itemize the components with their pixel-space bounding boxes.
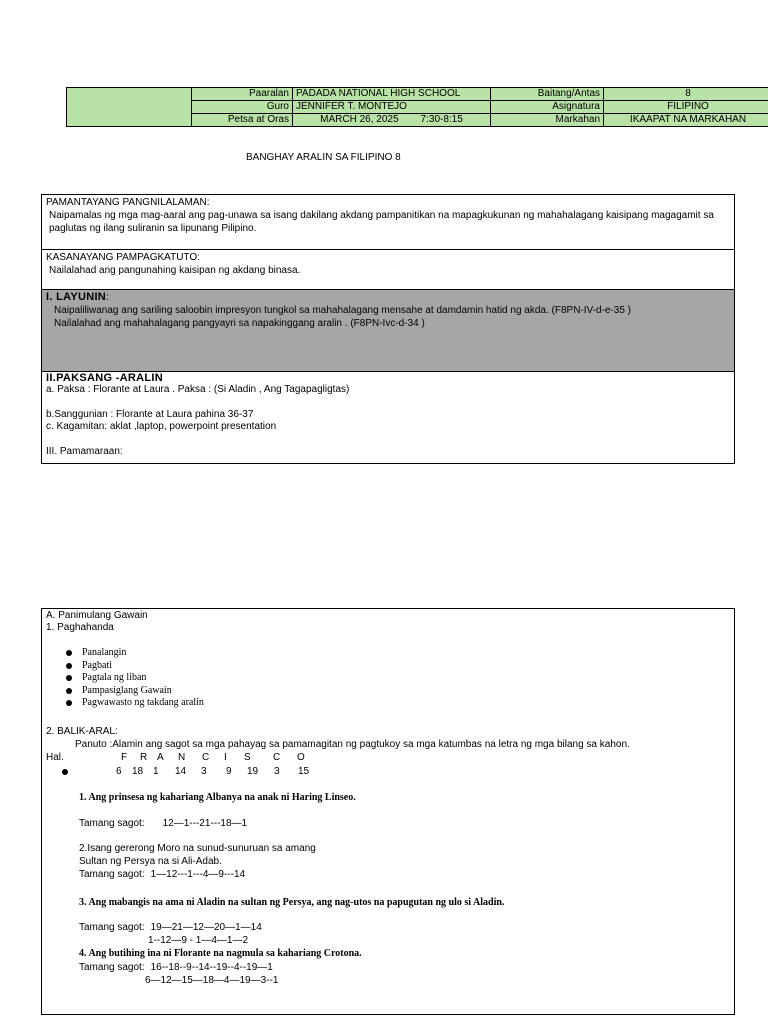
- petsa-label: Petsa at Oras: [192, 114, 293, 127]
- layunin-section: [42, 290, 734, 372]
- balik-aral-heading: 2. BALIK-ARAL:: [46, 726, 118, 737]
- markahan-value: IKAAPAT NA MARKAHAN: [604, 114, 768, 127]
- answer-4-line-2: 6—12—15—18—4—19—3--1: [145, 975, 279, 986]
- layunin-colon: :: [106, 292, 109, 303]
- cipher-number: 14: [175, 766, 187, 777]
- panuto-text: Panuto :Alamin ang sagot sa mga pahayag sa pamamagitan ng pagtukoy sa mga katumbas na letra ng mga bilang sa kahon.: [75, 739, 630, 750]
- question-2-line-2: Sultan ng Persya na si Ali-Adab.: [79, 856, 222, 867]
- paghahanda-list: [46, 647, 730, 710]
- cipher-number: 1: [153, 766, 159, 777]
- answer-value: 16--18--9--14--19--4--19—1: [150, 962, 273, 973]
- pamamaraan-line: III. Pamamaraan:: [46, 445, 123, 457]
- guro-label: Guro: [192, 101, 293, 114]
- kasanayang-text: Nailalahad ang pangunahing kaisipan ng akdang binasa.: [49, 265, 301, 276]
- list-item: Pagbati: [46, 660, 730, 673]
- paaralan-value: PADADA NATIONAL HIGH SCHOOL: [293, 88, 491, 101]
- petsa-date: MARCH 26, 2025: [320, 114, 399, 125]
- paksang-aralin-section: [42, 372, 734, 463]
- question-1: 1. Ang prinsesa ng kahariang Albanya na anak ni Haring Linseo.: [79, 792, 356, 803]
- cipher-letter: O: [297, 752, 305, 763]
- baitang-label: Baitang/Antas: [491, 88, 604, 101]
- layunin-item-2: Nailalahad ang mahahalagang pangyayri sa napakinggang aralin . (F8PN-Ivc-d-34 ): [54, 318, 425, 329]
- question-3: 3. Ang mabangis na ama ni Aladin na sultan ng Persya, ang nag-utos na papugutan ng ulo si Aladin.: [79, 897, 505, 908]
- asignatura-value: FILIPINO: [604, 101, 768, 114]
- answer-label: Tamang sagot:: [79, 922, 145, 933]
- answer-2: [79, 869, 245, 881]
- cipher-letter: C: [273, 752, 281, 763]
- paghahanda-heading: 1. Paghahanda: [46, 622, 114, 633]
- list-item: Pagtala ng liban: [46, 672, 730, 685]
- answer-label: Tamang sagot:: [79, 869, 145, 880]
- question-2-line-1: 2.Isang gererong Moro na sunud-sunuruan sa amang: [79, 843, 316, 854]
- cipher-number: 15: [298, 766, 310, 777]
- cipher-letter: C: [202, 752, 210, 763]
- paksa-line: a. Paksa : Florante at Laura . Paksa : (Si Aladin , Ang Tagapagligtas): [46, 384, 350, 395]
- lesson-plan-box: [41, 194, 735, 464]
- kagamitan-line: c. Kagamitan: aklat ,laptop, powerpoint presentation: [46, 421, 277, 432]
- pamamaraan-box: [41, 608, 735, 1015]
- answer-value: 19—21—12—20—1—14: [150, 922, 262, 933]
- header-row-paaralan: [67, 88, 768, 101]
- cipher-letter: A: [157, 752, 164, 763]
- cipher-letter: F: [121, 752, 128, 763]
- answer-3: [79, 922, 262, 934]
- cipher-number: 9: [226, 766, 232, 777]
- panimulang-gawain-heading: A. Panimulang Gawain: [46, 610, 148, 621]
- answer-value: 1—12---1---4—9---14: [150, 869, 246, 880]
- petsa-value: [293, 114, 491, 127]
- header-blank-cell: [67, 88, 192, 127]
- answer-label: Tamang sagot:: [79, 818, 145, 829]
- cipher-letter: N: [178, 752, 186, 763]
- petsa-time: 7:30-8:15: [420, 114, 463, 125]
- paksang-aralin-heading: II.PAKSANG -ARALIN: [46, 372, 164, 384]
- markahan-label: Markahan: [491, 114, 604, 127]
- cipher-number: 3: [201, 766, 207, 777]
- answer-4: [79, 962, 273, 974]
- list-item: Panalangin: [46, 647, 730, 660]
- layunin-item-1: Naipaliliwanag ang sariling saloobin impresyon tungkol sa mahahalagang mensahe at damdamin hatid ng akda. (F8PN-IV-d-e-35 ): [54, 305, 631, 316]
- cipher-letter: R: [140, 752, 148, 763]
- bullet-icon: [62, 769, 68, 775]
- cipher-letter: S: [244, 752, 251, 763]
- sanggunian-line: b.Sanggunian : Florante at Laura pahina 36-37: [46, 408, 254, 420]
- answer-3-line-2: 1--12—9 - 1—4—1—2: [148, 935, 249, 946]
- asignatura-label: Asignatura: [491, 101, 604, 114]
- layunin-heading: I. LAYUNIN: [46, 291, 107, 303]
- pamantayang-pangnilalaman-text: Naipamalas ng mga mag-aaral ang pag-unawa sa isang dakilang akdang pampanitikan na mapagkukunan ng mahahalagang kaisipang magagamit sa paglutas ng ilang suliranin sa lipunang Pilipino.: [49, 210, 714, 234]
- question-4: 4. Ang butihing ina ni Florante na nagmula sa kahariang Crotona.: [79, 948, 362, 959]
- pamantayang-pangnilalaman-section: [42, 195, 734, 250]
- hal-label: Hal.: [46, 752, 64, 763]
- pamantayang-pangnilalaman-heading: PAMANTAYANG PANGNILALAMAN:: [46, 197, 210, 208]
- baitang-value: 8: [604, 88, 768, 101]
- answer-label: Tamang sagot:: [79, 962, 145, 973]
- cipher-letter: I: [224, 752, 227, 763]
- guro-value: JENNIFER T. MONTEJO: [293, 101, 491, 114]
- kasanayang-heading: KASANAYANG PAMPAGKATUTO:: [46, 252, 200, 263]
- answer-1: [79, 818, 247, 830]
- cipher-number: 6: [116, 766, 122, 777]
- kasanayang-section: [42, 250, 734, 290]
- header-table: [66, 87, 768, 127]
- list-item: Pagwawasto ng takdang aralin: [46, 697, 730, 710]
- cipher-number: 18: [132, 766, 144, 777]
- answer-value: 12—1---21---18—1: [162, 818, 248, 829]
- document-title: BANGHAY ARALIN SA FILIPINO 8: [246, 152, 401, 163]
- cipher-number: 3: [274, 766, 280, 777]
- list-item: Pampasiglang Gawain: [46, 685, 730, 698]
- cipher-number: 19: [247, 766, 259, 777]
- paaralan-label: Paaralan: [192, 88, 293, 101]
